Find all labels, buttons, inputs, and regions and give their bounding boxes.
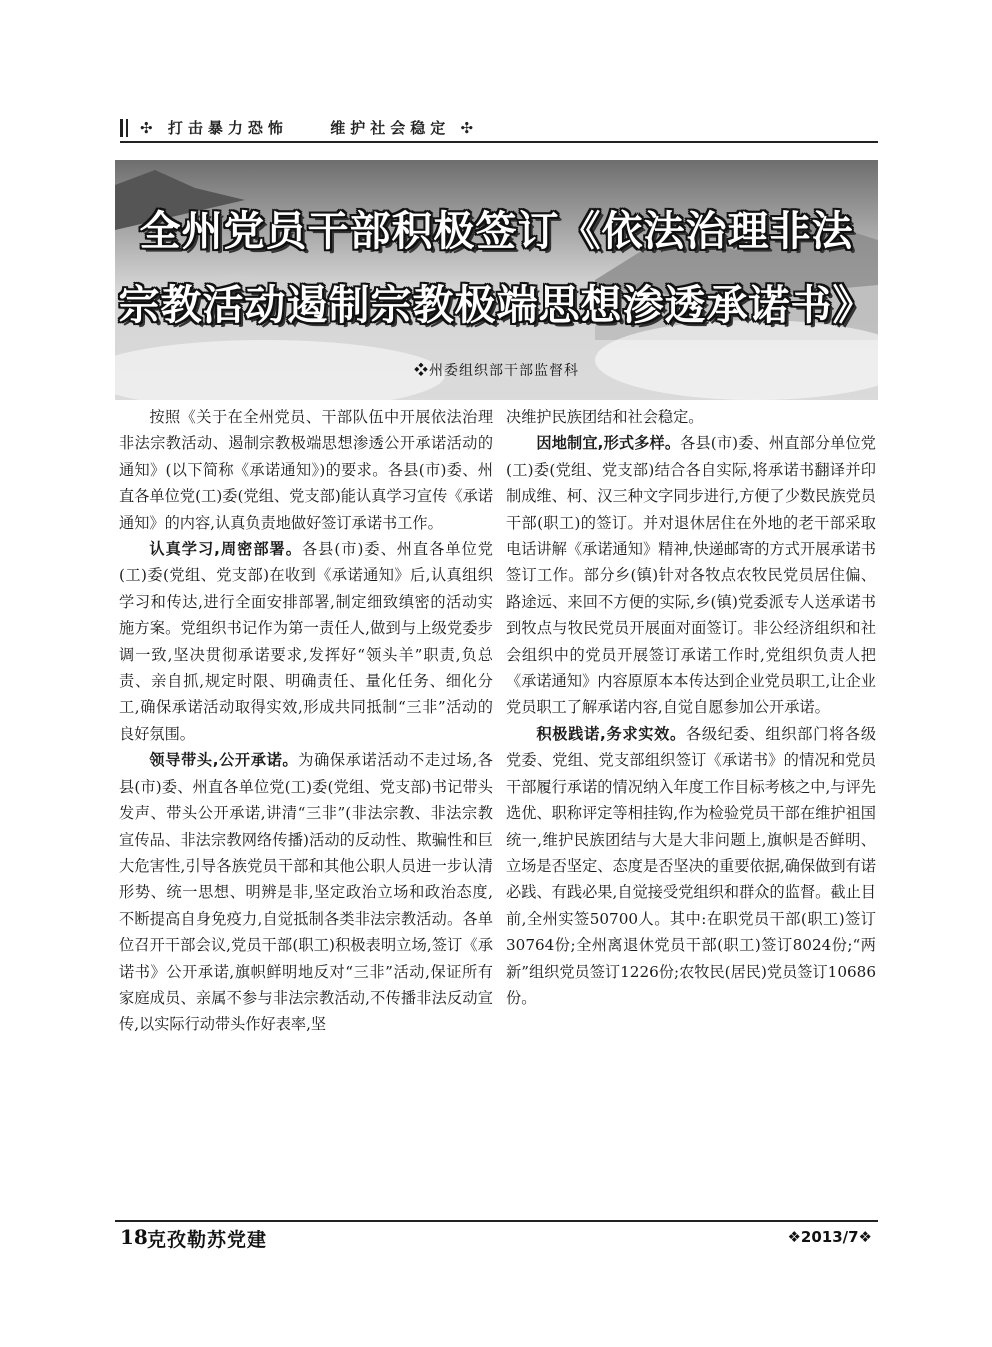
issue-label: ❖2013/7❖ <box>787 1228 872 1246</box>
magazine-name: 克孜勒苏党建 <box>147 1229 268 1251</box>
paragraph-text: 为确保承诺活动不走过场,各县(市)委、州直各单位党(工)委(党组、党支部)书记带头发声、带头公开承诺,讲清“三非”(非法宗教、非法宗教宣传品、非法宗教网络传播)活动的反动性、欺骗性和巨大危害性,引导各族党员干部和其他公职人员进一步认清形势、统一思想、明辨是非,坚定政治立场和政治态度,不断提高自身免疫力,自觉抵制各类非法宗教活动。各单位召开干部会议,党员干部(职工)积极表明立场,签订《承诺书》公开承诺,旗帜鲜明地反对“三非”活动,保证所有家庭成员、亲属不参与非法宗教活动,不传播非法反动宣传,以实际行动带头作好表率,坚 <box>119 751 493 1034</box>
paragraph <box>506 721 876 1011</box>
ornament-icon: ✣ <box>140 119 158 137</box>
header-rule <box>120 141 878 143</box>
ornament-icon: ✣ <box>460 119 479 137</box>
paragraph-lead: 认真学习,周密部署。 <box>149 540 302 559</box>
page-number: 18 <box>120 1225 148 1249</box>
section-header-text <box>140 117 478 139</box>
paragraph <box>506 430 876 720</box>
paragraph-continuation: 决维护民族团结和社会稳定。 <box>506 408 704 426</box>
footer-rule <box>115 1220 878 1222</box>
paragraph <box>119 747 493 1037</box>
article-byline: ❖州委组织部干部监督科 <box>414 363 579 379</box>
header-bar-marks <box>120 119 136 137</box>
article-title-line-2: 宗教活动遏制宗教极端思想渗透承诺书》 <box>118 281 875 329</box>
paragraph-text: 各级纪委、组织部门将各级党委、党组、党支部组织签订《承诺书》的情况和党员干部履行承诺的情况纳入年度工作目标考核之中,与评先选优、职称评定等相挂钩,作为检验党员干部在维护祖国统一,维护民族团结与大是大非问题上,旗帜是否鲜明、立场是否坚定、态度是否坚决的重要依据,确保做到有诺必践、有践必果,自觉接受党组织和群众的监督。截止目前,全州实签50700人。其中:在职党员干部(职工)签订30764份;全州离退休党员干部(职工)签订8024份;“两新”组织党员签订1226份;农牧民(居民)党员签订10686份。 <box>506 724 877 1007</box>
section-header <box>120 117 878 139</box>
paragraph-text: 各县(市)委、州直部分单位党(工)委(党组、党支部)结合各自实际,将承诺书翻译并印制成维、柯、汉三种文字同步进行,方便了少数民族党员干部(职工)的签订。并对退休居住在外地的老干部采取电话讲解《承诺通知》精神,快递邮寄的方式开展承诺书签订工作。部分乡(镇)针对各牧点农牧民党员居住偏、路途远、来回不方便的实际,乡(镇)党委派专人送承诺书到牧点与牧民党员开展面对面签订。非公经济组织和社会组织中的党员开展签订承诺工作时,党组织负责人把《承诺通知》内容原原本本传达到企业党员职工,让企业党员职工了解承诺内容,自觉自愿参加公开承诺。 <box>506 434 876 717</box>
paragraph: 按照《关于在全州党员、干部队伍中开展依法治理非法宗教活动、遏制宗教极端思想渗透公开承诺活动的通知》(以下简称《承诺通知》)的要求。各县(市)委、州直各单位党(工)委(党组、党支部)能认真学习宣传《承诺通知》的内容,认真负责地做好签订承诺书工作。 <box>119 408 493 532</box>
article-column-right <box>506 404 876 1011</box>
paragraph-text: 各县(市)委、州直各单位党(工)委(党组、党支部)在收到《承诺通知》后,认真组织学习和传达,进行全面安排部署,制定细致缜密的活动实施方案。党组织书记作为第一责任人,做到与上级党委步调一致,坚决贯彻承诺要求,发挥好“领头羊”职责,负总责、亲自抓,规定时限、明确责任、量化任务、细化分工,确保承诺活动取得实效,形成共同抵制“三非”活动的良好氛围。 <box>119 540 493 743</box>
header-left-text: 打击暴力恐怖 <box>167 119 288 137</box>
paragraph-lead: 领导带头,公开承诺。 <box>149 751 299 770</box>
header-right-text: 维护社会稳定 <box>330 119 451 137</box>
paragraph <box>119 536 493 747</box>
paragraph-lead: 因地制宜,形式多样。 <box>536 434 681 453</box>
paragraph-lead: 积极践诺,务求实效。 <box>536 724 686 743</box>
article-title-line-1: 全州党员干部积极签订《依法治理非法 <box>139 207 854 255</box>
article-column-left <box>119 404 493 1038</box>
